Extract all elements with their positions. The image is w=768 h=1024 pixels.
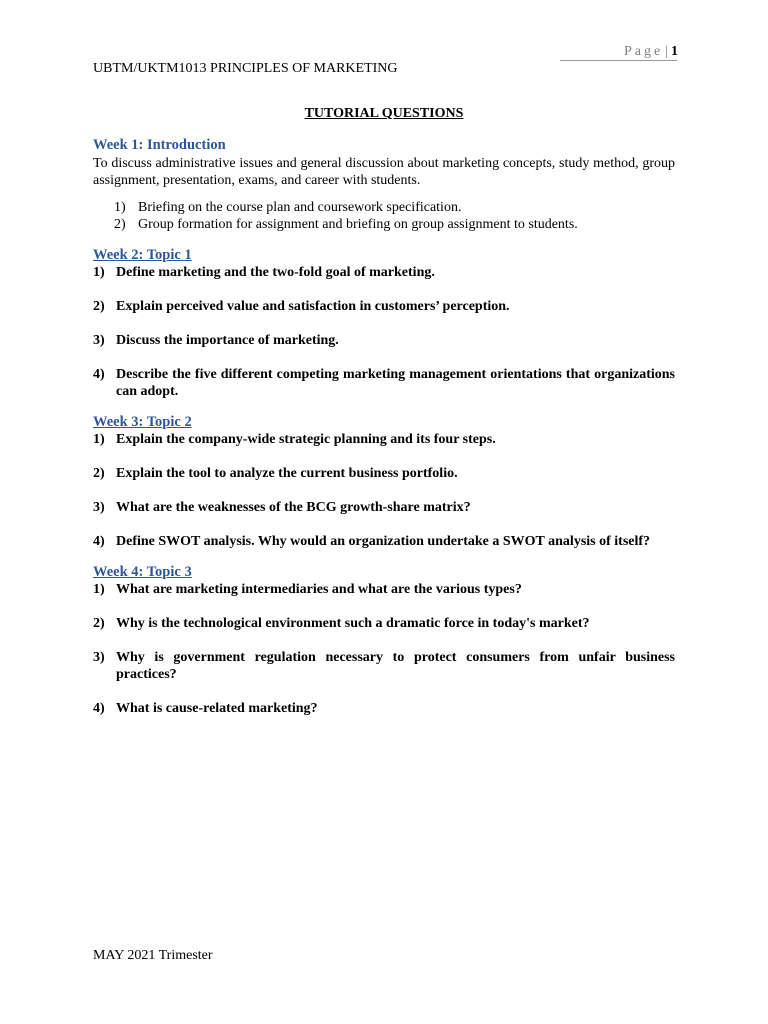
question-text: What are the weaknesses of the BCG growth-share matrix?	[116, 500, 471, 515]
question-text: What are marketing intermediaries and what are the various types?	[116, 582, 522, 597]
question-number: 1)	[93, 432, 105, 447]
page-separator: |	[665, 44, 668, 59]
list-item-number: 2)	[114, 217, 126, 232]
question-text: Why is the technological environment such a dramatic force in today's market?	[116, 616, 590, 631]
question-item	[93, 533, 675, 550]
question-item	[93, 264, 675, 281]
week-4-section	[93, 564, 675, 717]
question-number: 4)	[93, 367, 105, 382]
question-text: Define SWOT analysis. Why would an organization undertake a SWOT analysis of itself?	[116, 534, 651, 549]
week-1-list	[93, 199, 675, 233]
question-text: Why is government regulation necessary to protect consumers from unfair business practices?	[116, 650, 675, 682]
question-text: What is cause-related marketing?	[116, 701, 318, 716]
question-text: Discuss the importance of marketing.	[116, 333, 339, 348]
header-rule	[560, 60, 677, 61]
week-1-heading: Week 1: Introduction	[93, 137, 226, 153]
list-item	[114, 216, 675, 233]
question-item	[93, 465, 675, 482]
week-2-section	[93, 247, 675, 400]
week-2-questions	[93, 264, 675, 400]
question-text: Explain the tool to analyze the current business portfolio.	[116, 466, 458, 481]
question-number: 3)	[93, 333, 105, 348]
list-item-number: 1)	[114, 200, 126, 215]
week-2-heading: Week 2: Topic 1	[93, 247, 192, 263]
course-title: UBTM/UKTM1013 PRINCIPLES OF MARKETING	[93, 61, 398, 76]
question-item	[93, 615, 675, 632]
question-item	[93, 366, 675, 400]
list-item-text: Group formation for assignment and briefing on group assignment to students.	[138, 217, 578, 232]
question-number: 3)	[93, 650, 105, 665]
question-text: Describe the five different competing marketing management orientations that organizations can adopt.	[116, 367, 675, 399]
question-number: 4)	[93, 534, 105, 549]
week-4-questions	[93, 581, 675, 717]
question-item	[93, 332, 675, 349]
question-item	[93, 649, 675, 683]
week-3-heading: Week 3: Topic 2	[93, 414, 192, 430]
question-item	[93, 431, 675, 448]
list-item-text: Briefing on the course plan and coursework specification.	[138, 200, 462, 215]
week-4-heading: Week 4: Topic 3	[93, 564, 192, 580]
page-number-value: 1	[671, 44, 678, 59]
question-text: Define marketing and the two-fold goal of marketing.	[116, 265, 435, 280]
question-number: 2)	[93, 299, 105, 314]
tutorial-content	[93, 137, 675, 717]
question-number: 4)	[93, 701, 105, 716]
page-number	[624, 44, 678, 60]
question-number: 1)	[93, 265, 105, 280]
question-number: 1)	[93, 582, 105, 597]
question-number: 2)	[93, 466, 105, 481]
footer-trimester: MAY 2021 Trimester	[93, 948, 213, 963]
question-item	[93, 581, 675, 598]
week-1-section	[93, 137, 675, 233]
question-item	[93, 700, 675, 717]
question-text: Explain perceived value and satisfaction in customers’ perception.	[116, 299, 510, 314]
week-1-intro: To discuss administrative issues and general discussion about marketing concepts, study method, group assignment, presentation, exams, and career with students.	[93, 156, 675, 188]
question-number: 2)	[93, 616, 105, 631]
document-title: TUTORIAL QUESTIONS	[304, 106, 464, 121]
question-text: Explain the company-wide strategic planning and its four steps.	[116, 432, 496, 447]
question-number: 3)	[93, 500, 105, 515]
week-3-section	[93, 414, 675, 550]
page-label: Page	[623, 44, 664, 59]
question-item	[93, 298, 675, 315]
question-item	[93, 499, 675, 516]
week-3-questions	[93, 431, 675, 550]
list-item	[114, 199, 675, 216]
